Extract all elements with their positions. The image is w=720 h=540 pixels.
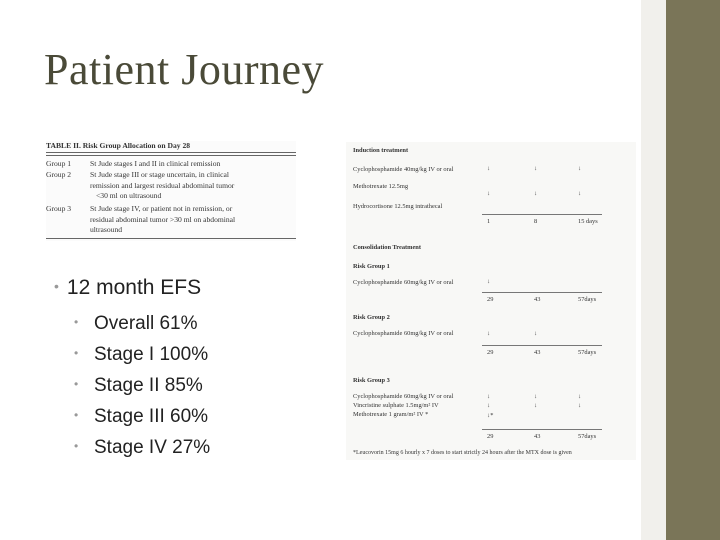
drug-label: Methotrexate 1 gram/m² IV *	[353, 411, 429, 418]
risk-group-title: Risk Group 3	[353, 377, 390, 384]
desc-line: St Jude stages I and II in clinical remission	[90, 159, 221, 168]
drug-label: Vincristine sulphate 1.5mg/m² IV	[353, 402, 439, 409]
drug-label: Methotrexate 12.5mg	[353, 183, 409, 190]
induction-title: Induction treatment	[353, 147, 409, 154]
sub-bullet-text: Stage IV 27%	[94, 437, 211, 458]
bullet-dot-icon: •	[74, 377, 79, 391]
dose-arrow: ↓	[487, 165, 491, 172]
sub-bullet	[74, 406, 208, 428]
table-group-label: Group 1	[46, 159, 72, 168]
risk-group-table	[46, 141, 296, 241]
dose-arrow: ↓	[578, 402, 582, 409]
dose-arrow: ↓	[487, 190, 491, 197]
risk-group-title: Risk Group 2	[353, 314, 390, 321]
side-accent-bar	[666, 0, 720, 540]
table-group-desc	[90, 170, 296, 202]
day-label: 57days	[578, 296, 597, 303]
desc-line: St Jude stage IV, or patient not in remission, or	[90, 204, 233, 213]
sub-bullet	[74, 344, 208, 366]
day-label: 43	[534, 296, 541, 303]
day-label: 8	[534, 218, 538, 225]
desc-line: remission and largest residual abdominal tumor	[90, 180, 235, 190]
day-label: 29	[487, 433, 494, 440]
dose-arrow: ↓	[487, 393, 491, 400]
sub-bullet	[74, 313, 198, 335]
desc-line: St Jude stage III or stage uncertain, in clinical	[90, 170, 229, 179]
main-bullet	[54, 276, 201, 300]
day-label: 57days	[578, 349, 597, 356]
table-group-desc	[90, 159, 296, 170]
day-label: 29	[487, 296, 494, 303]
bullet-dot-icon: •	[74, 408, 79, 422]
drug-label: Cyclophosphamide 60mg/kg IV or oral	[353, 393, 454, 400]
sub-bullet-text: Stage I 100%	[94, 344, 209, 365]
dose-arrow: ↓	[534, 165, 538, 172]
timeline-line	[482, 429, 602, 430]
slide-title: Patient Journey	[44, 45, 325, 94]
dose-arrow: ↓	[534, 402, 538, 409]
drug-label: Cyclophosphamide 40mg/kg IV or oral	[353, 166, 454, 173]
bullet-dot-icon: •	[74, 439, 79, 453]
table-rule	[46, 238, 296, 239]
table-group-label: Group 3	[46, 204, 72, 213]
day-label: 57days	[578, 433, 597, 440]
desc-line: ultrasound	[90, 225, 123, 234]
dose-arrow: ↓	[578, 165, 582, 172]
risk-group-title: Risk Group 1	[353, 263, 390, 270]
day-label: 43	[534, 433, 541, 440]
table-group-label: Group 2	[46, 170, 72, 179]
sub-bullet-text: Overall 61%	[94, 313, 198, 334]
desc-line: <30 ml on ultrasound	[96, 191, 162, 200]
bullet-dot-icon: •	[54, 278, 59, 294]
sub-bullet-text: Stage III 60%	[94, 406, 209, 427]
consolidation-title: Consolidation Treatment	[353, 244, 421, 251]
timeline-line	[482, 292, 602, 293]
table-caption: TABLE II. Risk Group Allocation on Day 28	[46, 141, 191, 150]
sub-bullet	[74, 375, 203, 397]
dose-arrow: ↓	[487, 278, 491, 285]
day-label: 43	[534, 349, 541, 356]
dose-arrow: ↓	[578, 393, 582, 400]
main-bullet-text: 12 month EFS	[66, 276, 202, 299]
drug-label: Cyclophosphamide 60mg/kg IV or oral	[353, 330, 454, 337]
sub-bullet-text: Stage II 85%	[94, 375, 203, 396]
dose-arrow: ↓*	[487, 412, 494, 419]
footnote: *Leucovorin 15mg 6 hourly x 7 doses to start strictly 24 hours after the MTX dose is given	[353, 450, 572, 456]
timeline-line	[482, 214, 602, 215]
dose-arrow: ↓	[534, 330, 538, 337]
table-group-desc	[90, 204, 296, 236]
desc-line: residual abdominal tumor >30 ml on abdominal	[90, 214, 236, 224]
table-rule	[46, 152, 296, 153]
bullet-dot-icon: •	[74, 315, 79, 329]
dose-arrow: ↓	[487, 402, 491, 409]
side-strip	[641, 0, 666, 540]
treatment-protocol	[346, 142, 636, 460]
day-label: 29	[487, 349, 494, 356]
dose-arrow: ↓	[534, 190, 538, 197]
drug-label: Hydrocortisone 12.5mg intrathecal	[353, 203, 443, 210]
dose-arrow: ↓	[487, 330, 491, 337]
drug-label: Cyclophosphamide 60mg/kg IV or oral	[353, 279, 454, 286]
day-label: 15 days	[578, 218, 598, 225]
dose-arrow: ↓	[578, 190, 582, 197]
table-rule	[46, 155, 296, 156]
bullet-dot-icon: •	[74, 346, 79, 360]
timeline-line	[482, 345, 602, 346]
day-label: 1	[487, 218, 491, 225]
sub-bullet	[74, 437, 210, 459]
dose-arrow: ↓	[534, 393, 538, 400]
